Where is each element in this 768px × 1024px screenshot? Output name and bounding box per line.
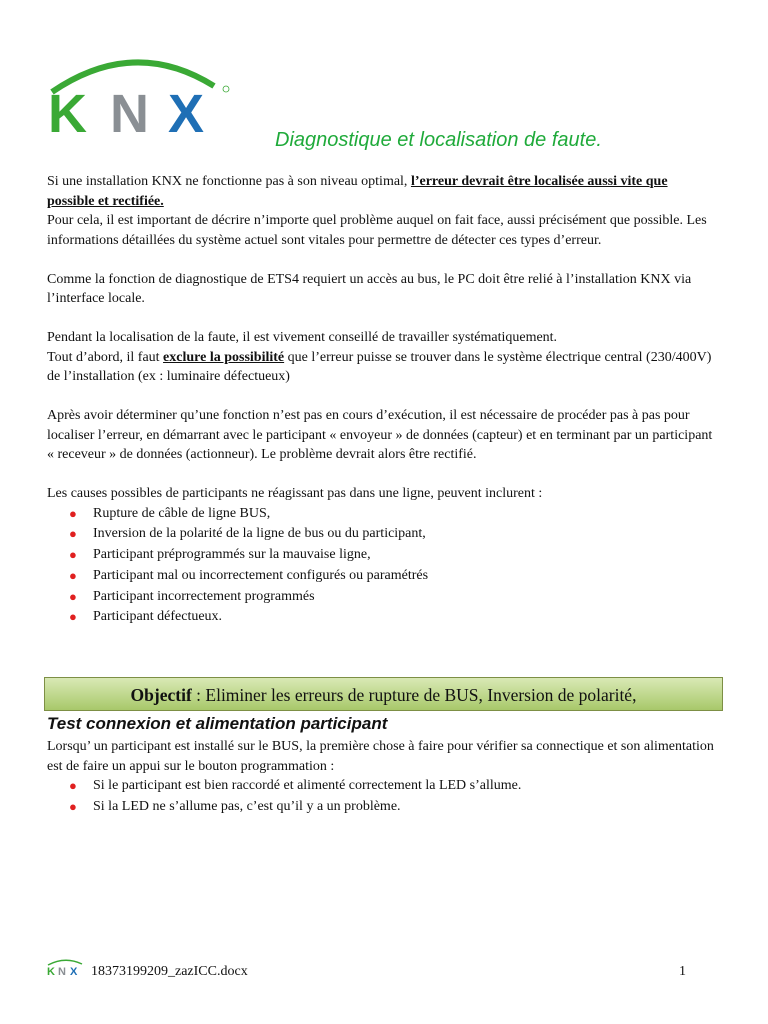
highlight-text: l’erreur devrait être localisée aussi vite que possible et rectifiée.	[47, 174, 668, 209]
paragraph-procedure: Après avoir déterminer qu’une fonction n’est pas en cours d’exécution, il est nécessaire de procéder pas à pas pour localiser l’erreur, en démarrant avec le participant « envoyeur » de données (capteur) et en terminant par un participant « receveur » de données (actionneur). Le problème devrait alors être rectifié.	[47, 408, 713, 462]
bullet-icon: ●	[69, 526, 77, 542]
document-body	[47, 172, 717, 628]
svg-text:X: X	[70, 966, 78, 976]
bullet-icon: ●	[69, 588, 77, 604]
objective-text: : Eliminer les erreurs de rupture de BUS, Inversion de polarité,	[191, 685, 637, 705]
svg-text:X: X	[168, 84, 205, 144]
section-list	[47, 776, 717, 818]
svg-text:K: K	[48, 84, 87, 144]
knx-logo	[46, 48, 232, 148]
footer-filename: 18373199209_zazICC.docx	[91, 964, 248, 979]
section-title: Test connexion et alimentation participant	[47, 714, 388, 733]
list-item: ● Participant préprogrammés sur la mauvaise ligne,	[93, 545, 717, 566]
bullet-icon: ●	[69, 778, 77, 793]
list-item: ● Si la LED ne s’allume pas, c’est qu’il y a un problème.	[93, 797, 717, 818]
section-text: Lorsqu’ un participant est installé sur le BUS, la première chose à faire pour vérifier sa connectique et son alimentation est de faire un appui sur le bouton programmation :	[47, 739, 714, 774]
bullet-icon: ●	[69, 547, 77, 563]
svg-text:N: N	[58, 966, 66, 976]
section-body	[47, 737, 717, 818]
list-item: ● Participant défectueux.	[93, 607, 717, 628]
paragraph-localisation: Pendant la localisation de la faute, il est vivement conseillé de travailler systématiquement. Tout d’abord, il faut exclure la possibilité que l’erreur puisse se trouver dans le système électrique central (230/400V) de l’installation (ex : luminaire défectueux)	[47, 330, 712, 384]
list-item: ● Rupture de câble de ligne BUS,	[93, 504, 717, 525]
list-item: ● Participant incorrectement programmés	[93, 587, 717, 608]
svg-text:N: N	[110, 84, 149, 144]
objective-box	[44, 677, 723, 711]
page-number: 1	[679, 964, 686, 979]
list-item: ● Inversion de la polarité de la ligne de bus ou du participant,	[93, 524, 717, 545]
bullet-icon: ●	[69, 609, 77, 625]
paragraph-intro: Si une installation KNX ne fonctionne pas à son niveau optimal, l’erreur devrait être localisée aussi vite que possible et rectifiée. Pour cela, il est important de décrire n’importe quel problème auquel on fait face, aussi précisément que possible. Les informations détaillées du système actuel sont vitales pour permettre de détecter ces types d’erreur.	[47, 174, 707, 248]
bullet-icon: ●	[69, 567, 77, 583]
knx-logo-small	[47, 958, 85, 976]
svg-text:K: K	[47, 966, 55, 976]
bullet-icon: ●	[69, 798, 77, 814]
paragraph-ets4: Comme la fonction de diagnostique de ETS4 requiert un accès au bus, le PC doit être relié à l’installation KNX via l’interface locale.	[47, 271, 692, 306]
document-title: Diagnostique et localisation de faute.	[275, 129, 602, 151]
bullet-icon: ●	[69, 505, 77, 521]
causes-list	[47, 504, 717, 629]
list-item: ● Si le participant est bien raccordé et alimenté correctement la LED s’allume.	[93, 776, 717, 797]
objective-label: Objectif	[130, 685, 192, 705]
list-item: ● Participant mal ou incorrectement configurés ou paramétrés	[93, 566, 717, 587]
highlight-text: exclure la possibilité	[163, 349, 285, 365]
causes-intro: Les causes possibles de participants ne réagissant pas dans une ligne, peuvent inclurent :	[47, 486, 543, 501]
